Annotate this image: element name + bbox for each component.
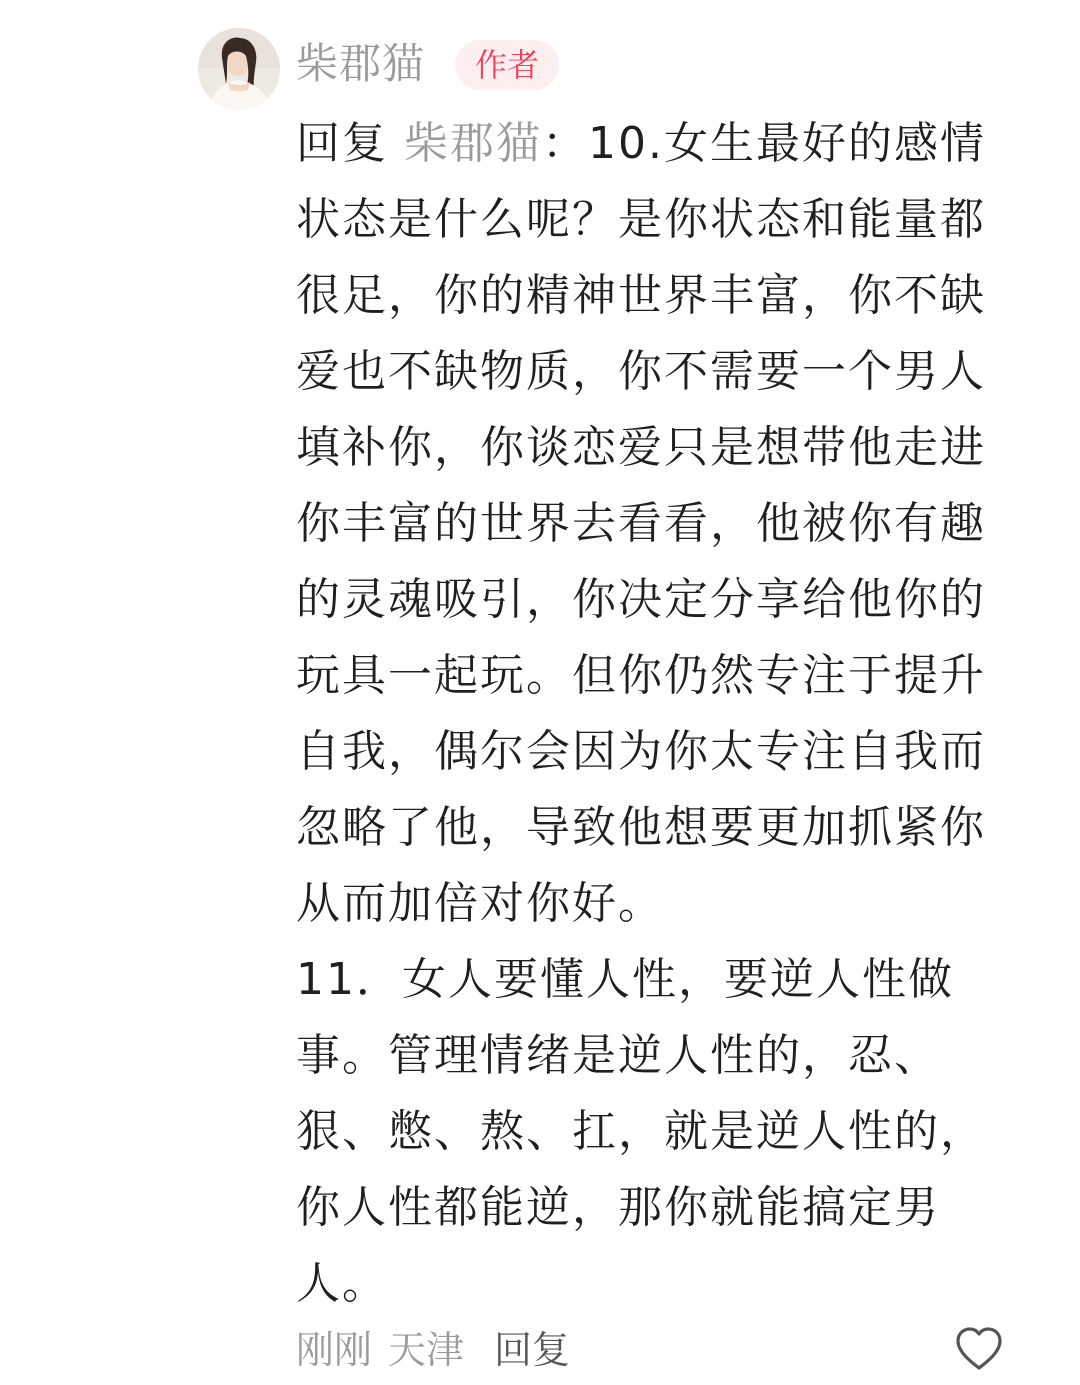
- comment-text: 10.女生最好的感情 状态是什么呢？是你状态和能量都 很足，你的精神世界丰富，你不缺 爱也不缺物质，你不需要一个男人 填补你，你谈恋爱只是想带他走进 你丰富的世界去看看，他被你有趣 的灵魂吸引，你决定分享给他你的 玩具一起玩。但你仍然专注于提升 自我，偶尔会因为你太专注自我而 忽略了他，导致他想要更加抓紧你 从而加倍对你好。 11．女人要懂人性，要逆人性做 事。管理情绪是逆人性的，忍、 狠、憋、熬、扛，就是逆人性的， 你人性都能逆，那你就能搞定男 人。: [296, 118, 986, 1309]
- comment-location: 天津: [388, 1328, 465, 1372]
- avatar[interactable]: [198, 28, 280, 110]
- reply-target-username[interactable]: 柴郡猫: [404, 118, 542, 169]
- like-button[interactable]: [954, 1326, 1004, 1372]
- reply-colon: ：: [542, 118, 588, 169]
- comment-body[interactable]: [296, 106, 1026, 1322]
- reply-prefix: 回复: [296, 118, 388, 169]
- author-badge: 作者: [455, 40, 559, 90]
- comment-time: 刚刚: [296, 1328, 373, 1372]
- heart-outline-icon: [954, 1326, 1004, 1372]
- reply-button[interactable]: 回复: [494, 1328, 571, 1372]
- avatar-photo: [198, 28, 280, 110]
- comment-footer: [296, 1322, 570, 1378]
- comment-username[interactable]: 柴郡猫: [296, 39, 426, 88]
